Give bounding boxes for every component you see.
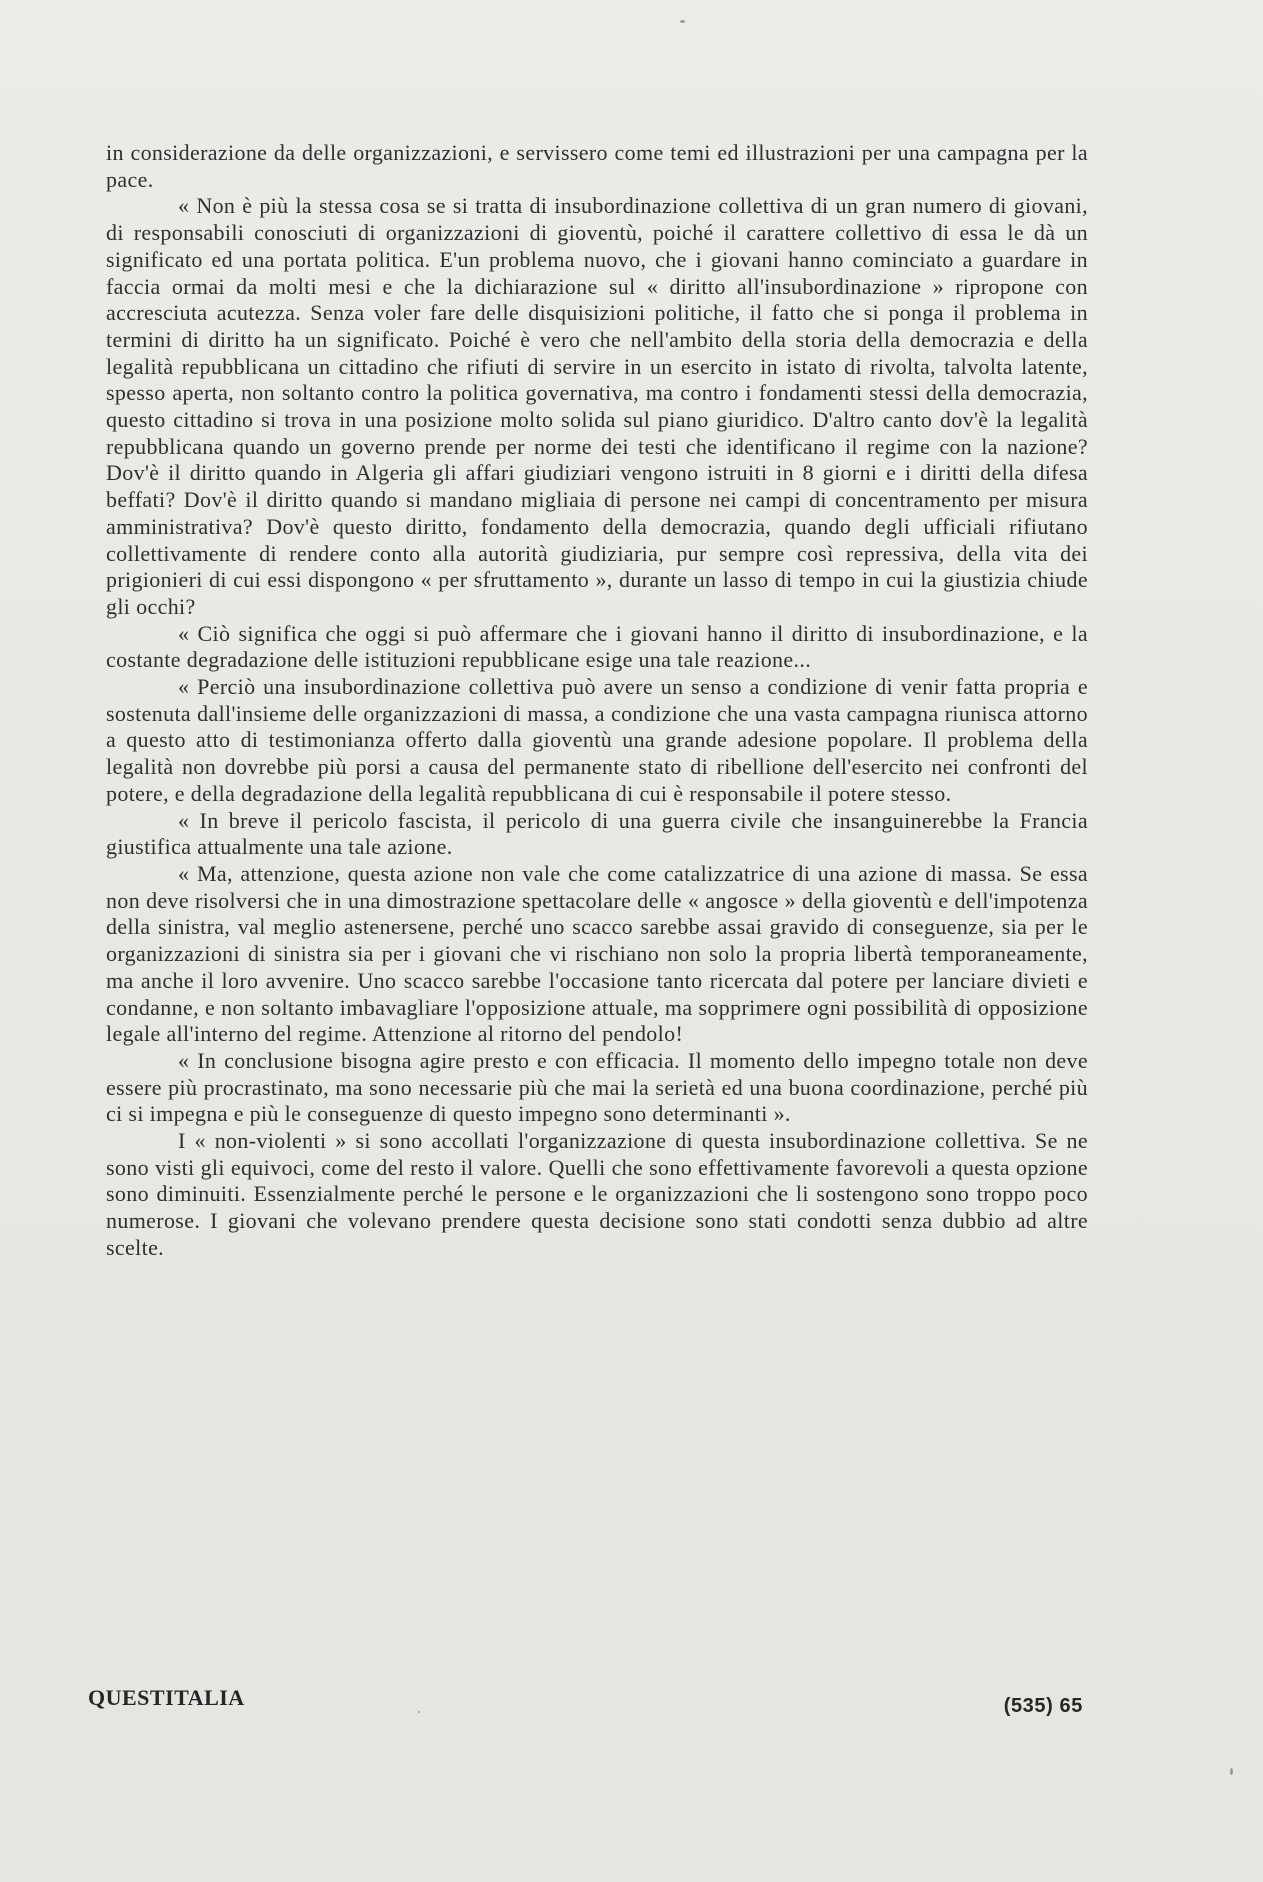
paper-speck: [1230, 1768, 1233, 1775]
paragraph: « Perciò una insubordinazione collettiva può avere un senso a condizione di venir fatta propria e sostenuta dall'insieme delle organizzazioni di massa, a condizione che una vasta campagna riunisca attorno a questo atto di testimonianza offerto dalla gioventù una grande adesione popolare. Il problema della legalità non dovrebbe più porsi a causa del permanente stato di ribellione dell'esercito nei confronti del potere, e della degradazione della legalità repubblicana di cui è responsabile il potere stesso.: [106, 674, 1088, 806]
body-text: [106, 140, 1088, 1262]
paragraph: « In breve il pericolo fascista, il pericolo di una guerra civile che insanguinerebbe la Francia giustifica attualmente una tale azione.: [106, 807, 1088, 860]
paragraph: I « non-violenti » si sono accollati l'organizzazione di questa insubordinazione collettiva. Se ne sono visti gli equivoci, come del resto il valore. Quelli che sono effettivamente favorevoli a questa opzione sono diminuiti. Essenzialmente perché le persone e le organizzazioni che li sostengono sono troppo poco numerose. I giovani che volevano prendere questa decisione sono stati condotti senza dubbio ad altre scelte.: [106, 1128, 1088, 1260]
page-number: (535) 65: [1003, 1695, 1083, 1717]
paper-speck: [680, 20, 685, 23]
paragraph-continuation: in considerazione da delle organizzazioni, e servissero come temi ed illustrazioni per una campagna per la pace.: [106, 140, 1088, 192]
paragraph: « Non è più la stessa cosa se si tratta di insubordinazione collettiva di un gran numero di giovani, di responsabili conosciuti di organizzazioni di gioventù, poiché il carattere collettivo di essa le dà un significato ed una portata politica. E'un problema nuovo, che i giovani hanno cominciato a guardare in faccia ormai da molti mesi e che la dichiarazione sul « diritto all'insubordinazione » ripropone con accresciuta acutezza. Senza voler fare delle disquisizioni politiche, il fatto che si ponga il problema in termini di diritto ha un significato. Poiché è vero che nell'ambito della storia della democrazia e della legalità repubblicana un cittadino che rifiuti di servire in un esercito in istato di rivolta, talvolta latente, spesso aperta, non soltanto contro la politica governativa, ma contro i fondamenti stessi della democrazia, questo cittadino si trova in una posizione molto solida sul piano giuridico. D'altro canto dov'è la legalità repubblicana quando un governo prende per norme dei testi che identificano il regime con la nazione? Dov'è il diritto quando in Algeria gli affari giudiziari vengono istruiti in 8 giorni e i diritti della difesa beffati? Dov'è il diritto quando si mandano migliaia di persone nei campi di concentramento per misura amministrativa? Dov'è questo diritto, fondamento della democrazia, quando degli ufficiali rifiutano collettivamente di rendere conto alla autorità giudiziaria, pur sempre così repressiva, della vita dei prigionieri di cui essi dispongono « per sfruttamento », durante un lasso di tempo in cui la giustizia chiude gli occhi?: [106, 193, 1088, 619]
paper-speck: [418, 1711, 420, 1713]
paragraph: « Ciò significa che oggi si può affermare che i giovani hanno il diritto di insubordinazione, e la costante degradazione delle istituzioni repubblicane esige una tale reazione...: [106, 620, 1088, 673]
paragraph: « In conclusione bisogna agire presto e con efficacia. Il momento dello impegno totale non deve essere più procrastinato, ma sono necessarie più che mai la serietà ed una buona coordinazione, perché più ci si impegna e più le conseguenze di questo impegno sono determinanti ».: [106, 1047, 1088, 1127]
publication-title: QUESTITALIA: [88, 1685, 245, 1710]
paragraph: « Ma, attenzione, questa azione non vale che come catalizzatrice di una azione di massa. Se essa non deve risolversi che in una dimostrazione spettacolare delle « angosce » della gioventù e dell'impotenza della sinistra, val meglio astenersene, perché uno scacco sarebbe assai gravido di conseguenze, sia per le organizzazioni di sinistra sia per i giovani che vi rischiano non solo la propria libertà temporaneamente, ma anche il loro avvenire. Uno scacco sarebbe l'occasione tanto ricercata dal potere per lanciare divieti e condanne, e non soltanto imbavagliare l'opposizione attuale, ma sopprimere ogni possibilità di opposizione legale all'interno del regime. Attenzione al ritorno del pendolo!: [106, 860, 1088, 1047]
